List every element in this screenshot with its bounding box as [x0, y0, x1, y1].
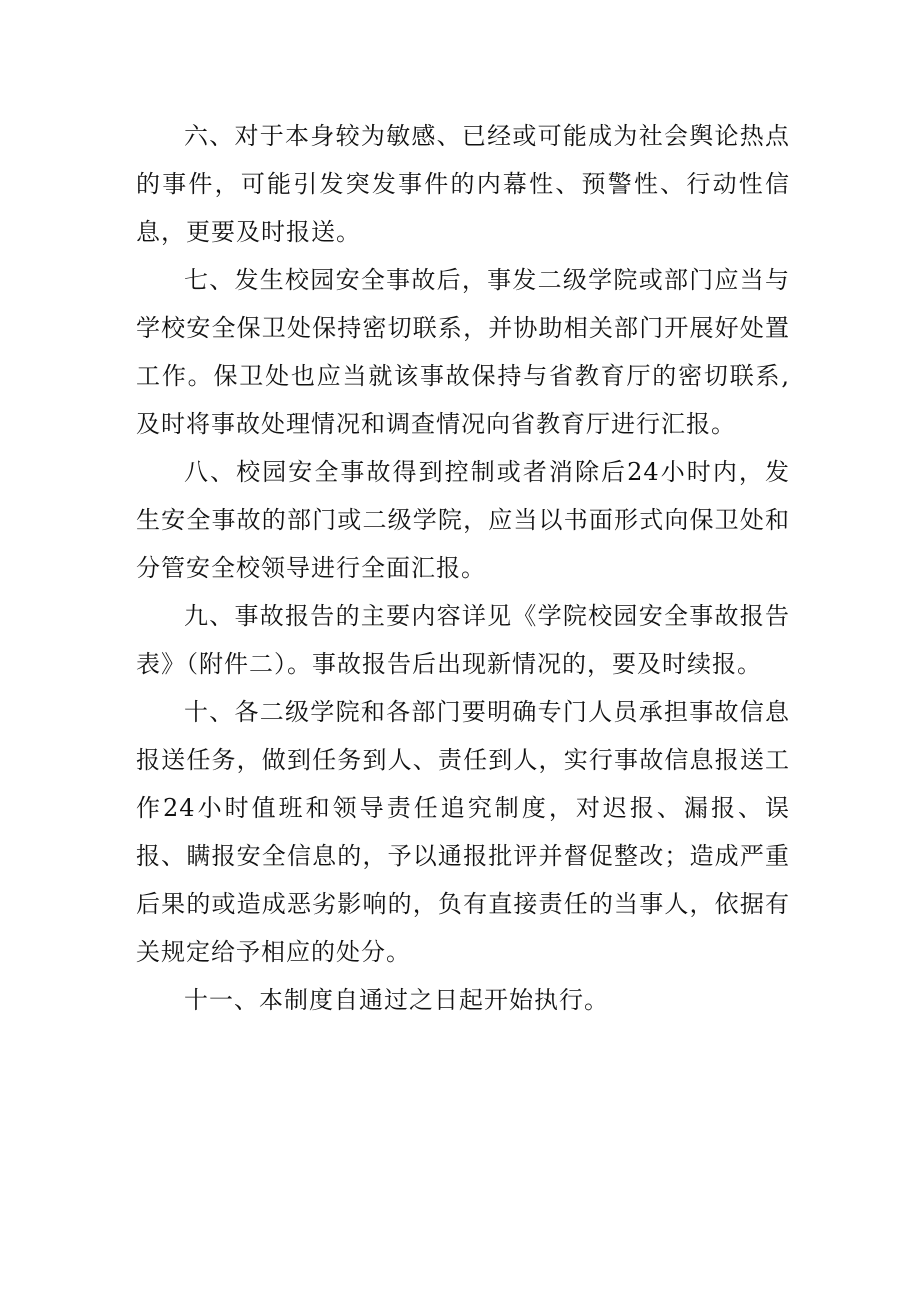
- paragraph-7: 七、发生校园安全事故后，事发二级学院或部门应当与学校安全保卫处保持密切联系，并协助相关部门开展好处置工作。保卫处也应当就该事故保持与省教育厅的密切联系,及时将事故处理情况和调查情况向省教育厅进行汇报。: [136, 266, 790, 438]
- paragraph-6: 六、对于本身较为敏感、已经或可能成为社会舆论热点的事件，可能引发突发事件的内幕性、预警性、行动性信息，更要及时报送。: [136, 122, 790, 246]
- paragraph-8: 八、校园安全事故得到控制或者消除后24小时内，发生安全事故的部门或二级学院，应当以书面形式向保卫处和分管安全校领导进行全面汇报。: [136, 458, 790, 582]
- paragraph-11: 十一、本制度自通过之日起开始执行。: [184, 986, 609, 1014]
- paragraph-10: 十、各二级学院和各部门要明确专门人员承担事故信息报送任务，做到任务到人、责任到人，实行事故信息报送工作24小时值班和领导责任追究制度，对迟报、漏报、误报、瞒报安全信息的，予以通报批评并督促整改；造成严重后果的或造成恶劣影响的，负有直接责任的当事人，依据有关规定给予相应的处分。: [136, 698, 790, 966]
- document-body: [136, 112, 790, 1024]
- paragraph-9: 九、事故报告的主要内容详见《学院校园安全事故报告表》（附件二）。事故报告后出现新情况的，要及时续报。: [136, 602, 790, 678]
